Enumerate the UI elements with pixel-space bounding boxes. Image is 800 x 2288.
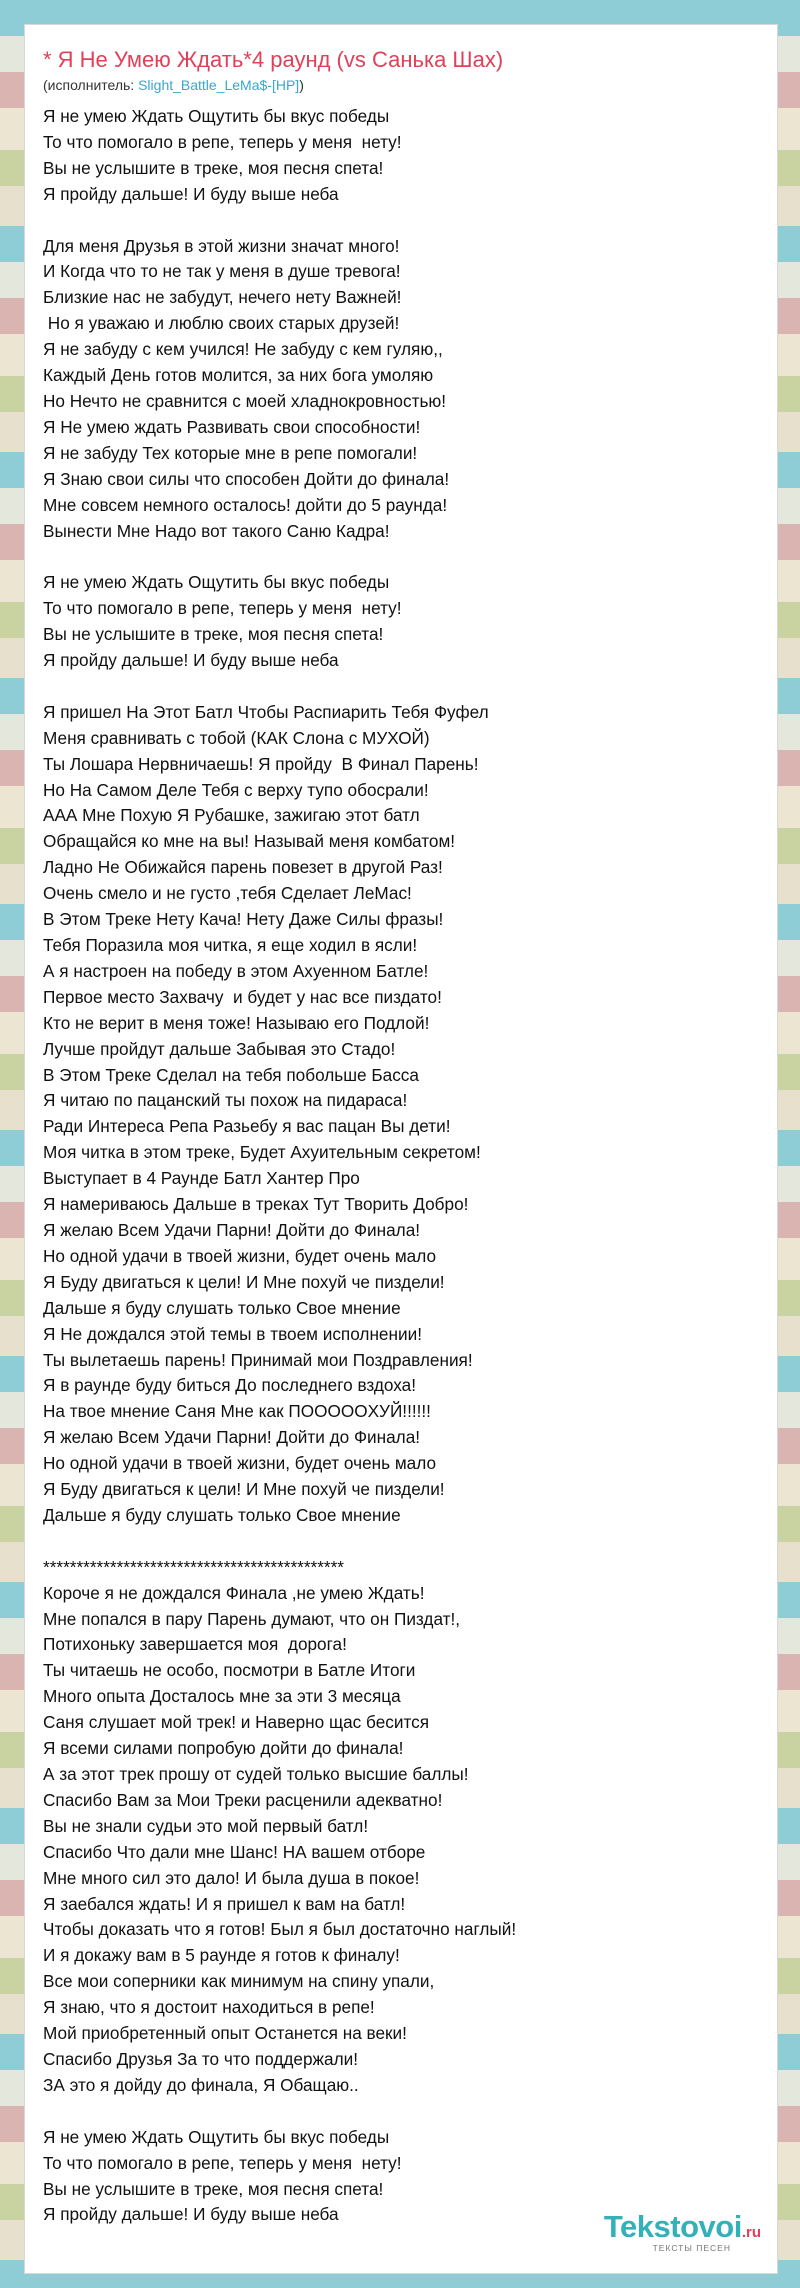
lyrics-text: Я не умею Ждать Ощутить бы вкус победы То что помогало в репе, теперь у меня нету! Вы не услышите в треке, моя песня спета! Я пройду дальше! И буду выше неба Для меня Друзья в этой жизни значат много! И Когда что то не так у меня в душе тревога! Близкие нас не забудут, нечего нету Важней! Но я уважаю и люблю своих старых друзей! Я не забуду с кем учился! Не забуду с кем гуляю,, Каждый День готов молится, за них бога умоляю Но Нечто не сравнится с моей хладнокровностью! Я Не умею ждать Развивать свои способности! Я не забуду Тех которые мне в репе помогали! Я Знаю свои силы что способен Дойти до финала! Мне совсем немного осталось! дойти до 5 раунда! Вынести Мне Надо вот такого Саню Кадра! Я не умею Ждать Ощутить бы вкус победы То что помогало в репе, теперь у меня нету! Вы не услышите в треке, моя песня спета! Я пройду дальше! И буду выше неба Я пришел На Этот Батл Чтобы Распиарить Тебя Фуфел Меня сравнивать с тобой (КАК Слона с МУХОЙ) Ты Лошара Нервничаешь! Я пройду В Финал Парень! Но На Самом Деле Тебя с верху тупо обосрали! ААА Мне Похую Я Рубашке, зажигаю этот батл Обращайся ко мне на вы! Называй меня комбатом! Ладно Не Обижайся парень повезет в другой Раз! Очень смело и не густо ,тебя Сделает ЛеМас! В Этом Треке Нету Кача! Нету Даже Силы фразы! Тебя Поразила моя читка, я еще ходил в ясли! А я настроен на победу в этом Ахуенном Батле! Первое место Захвачу и будет у нас все пиздато! Кто не верит в меня тоже! Называю его Подлой! Лучше пройдут дальше Забывая это Стадо! В Этом Треке Сделал на тебя побольше Басса Я читаю по пацанский ты похож на пидараса! Ради Интереса Репа Разьебу я вас пацан Вы дети! Моя читка в этом треке, Будет Ахуительным секретом! Выступает в 4 Раунде Батл Хантер Про Я намериваюсь Дальше в треках Тут Творить Добро! Я желаю Всем Удачи Парни! Дойти до Финала! Но одной удачи в твоей жизни, будет очень мало Я Буду двигаться к цели! И Мне похуй че пиздели! Дальше я буду слушать только Свое мнение Я Не дождался этой темы в твоем исполнении! Ты вылетаешь парень! Принимай мои Поздравления! Я в раунде буду биться До последнего вздоха! На твое мнение Саня Мне как ПООООOХУЙ!!!!!! Я желаю Всем Удачи Парни! Дойти до Финала! Но одной удачи в твоей жизни, будет очень мало Я Буду двигаться к цели! И Мне похуй че пиздели! Дальше я буду слушать только Свое мнение ********************************************* Короче я не дождался Финала ,не умею Ждать! Мне попался в пару Парень думают, что он Пиздат!, Потихоньку завершается моя дорога! Ты читаешь не особо, посмотри в Батле Итоги Много опыта Досталось мне за эти 3 месяца Саня слушает мой трек! и Наверно щас бесится Я всеми силами попробую дойти до финала! А за этот трек прошу от судей только высшие баллы! Спасибо Вам за Мои Треки расценили адекватно! Вы не знали судьи это мой первый батл! Спасибо Что дали мне Шанс! НА вашем отборе Мне много сил это дало! И была душа в покое! Я заебался ждать! И я пришел к вам на батл! Чтобы доказать что я готов! Был я был достаточно наглый! И я докажу вам в 5 раунде я готов к финалу! Все мои соперники как минимум на спину упали, Я знаю, что я достоит находиться в репе! Мой приобретенный опыт Останется на веки! Спасибо Друзья За то что поддержали! ЗА это я дойду до финала, Я Обащаю.. Я не умею Ждать Ощутить бы вкус победы То что помогало в репе, теперь у меня нету! Вы не услышите в треке, моя песня спета! Я пройду дальше! И буду выше неба (43, 106, 517, 2225)
lyrics-card (24, 24, 778, 2274)
logo-tagline: ТЕКСТЫ ПЕСЕН (652, 2243, 731, 2253)
site-logo[interactable] (604, 2211, 761, 2253)
logo-tld: .ru (741, 2224, 761, 2241)
logo-main-text: Tekstovoi (603, 2209, 742, 2244)
performer-line (43, 77, 304, 93)
logo-wordmark (604, 2211, 761, 2243)
performer-suffix: ) (299, 77, 304, 93)
performer-link[interactable]: Slight_Battle_LeMa$-[HP] (138, 77, 300, 93)
performer-prefix: (исполнитель: (43, 77, 139, 93)
song-title: * Я Не Умею Ждать*4 раунд (vs Санька Шах) (43, 47, 504, 72)
